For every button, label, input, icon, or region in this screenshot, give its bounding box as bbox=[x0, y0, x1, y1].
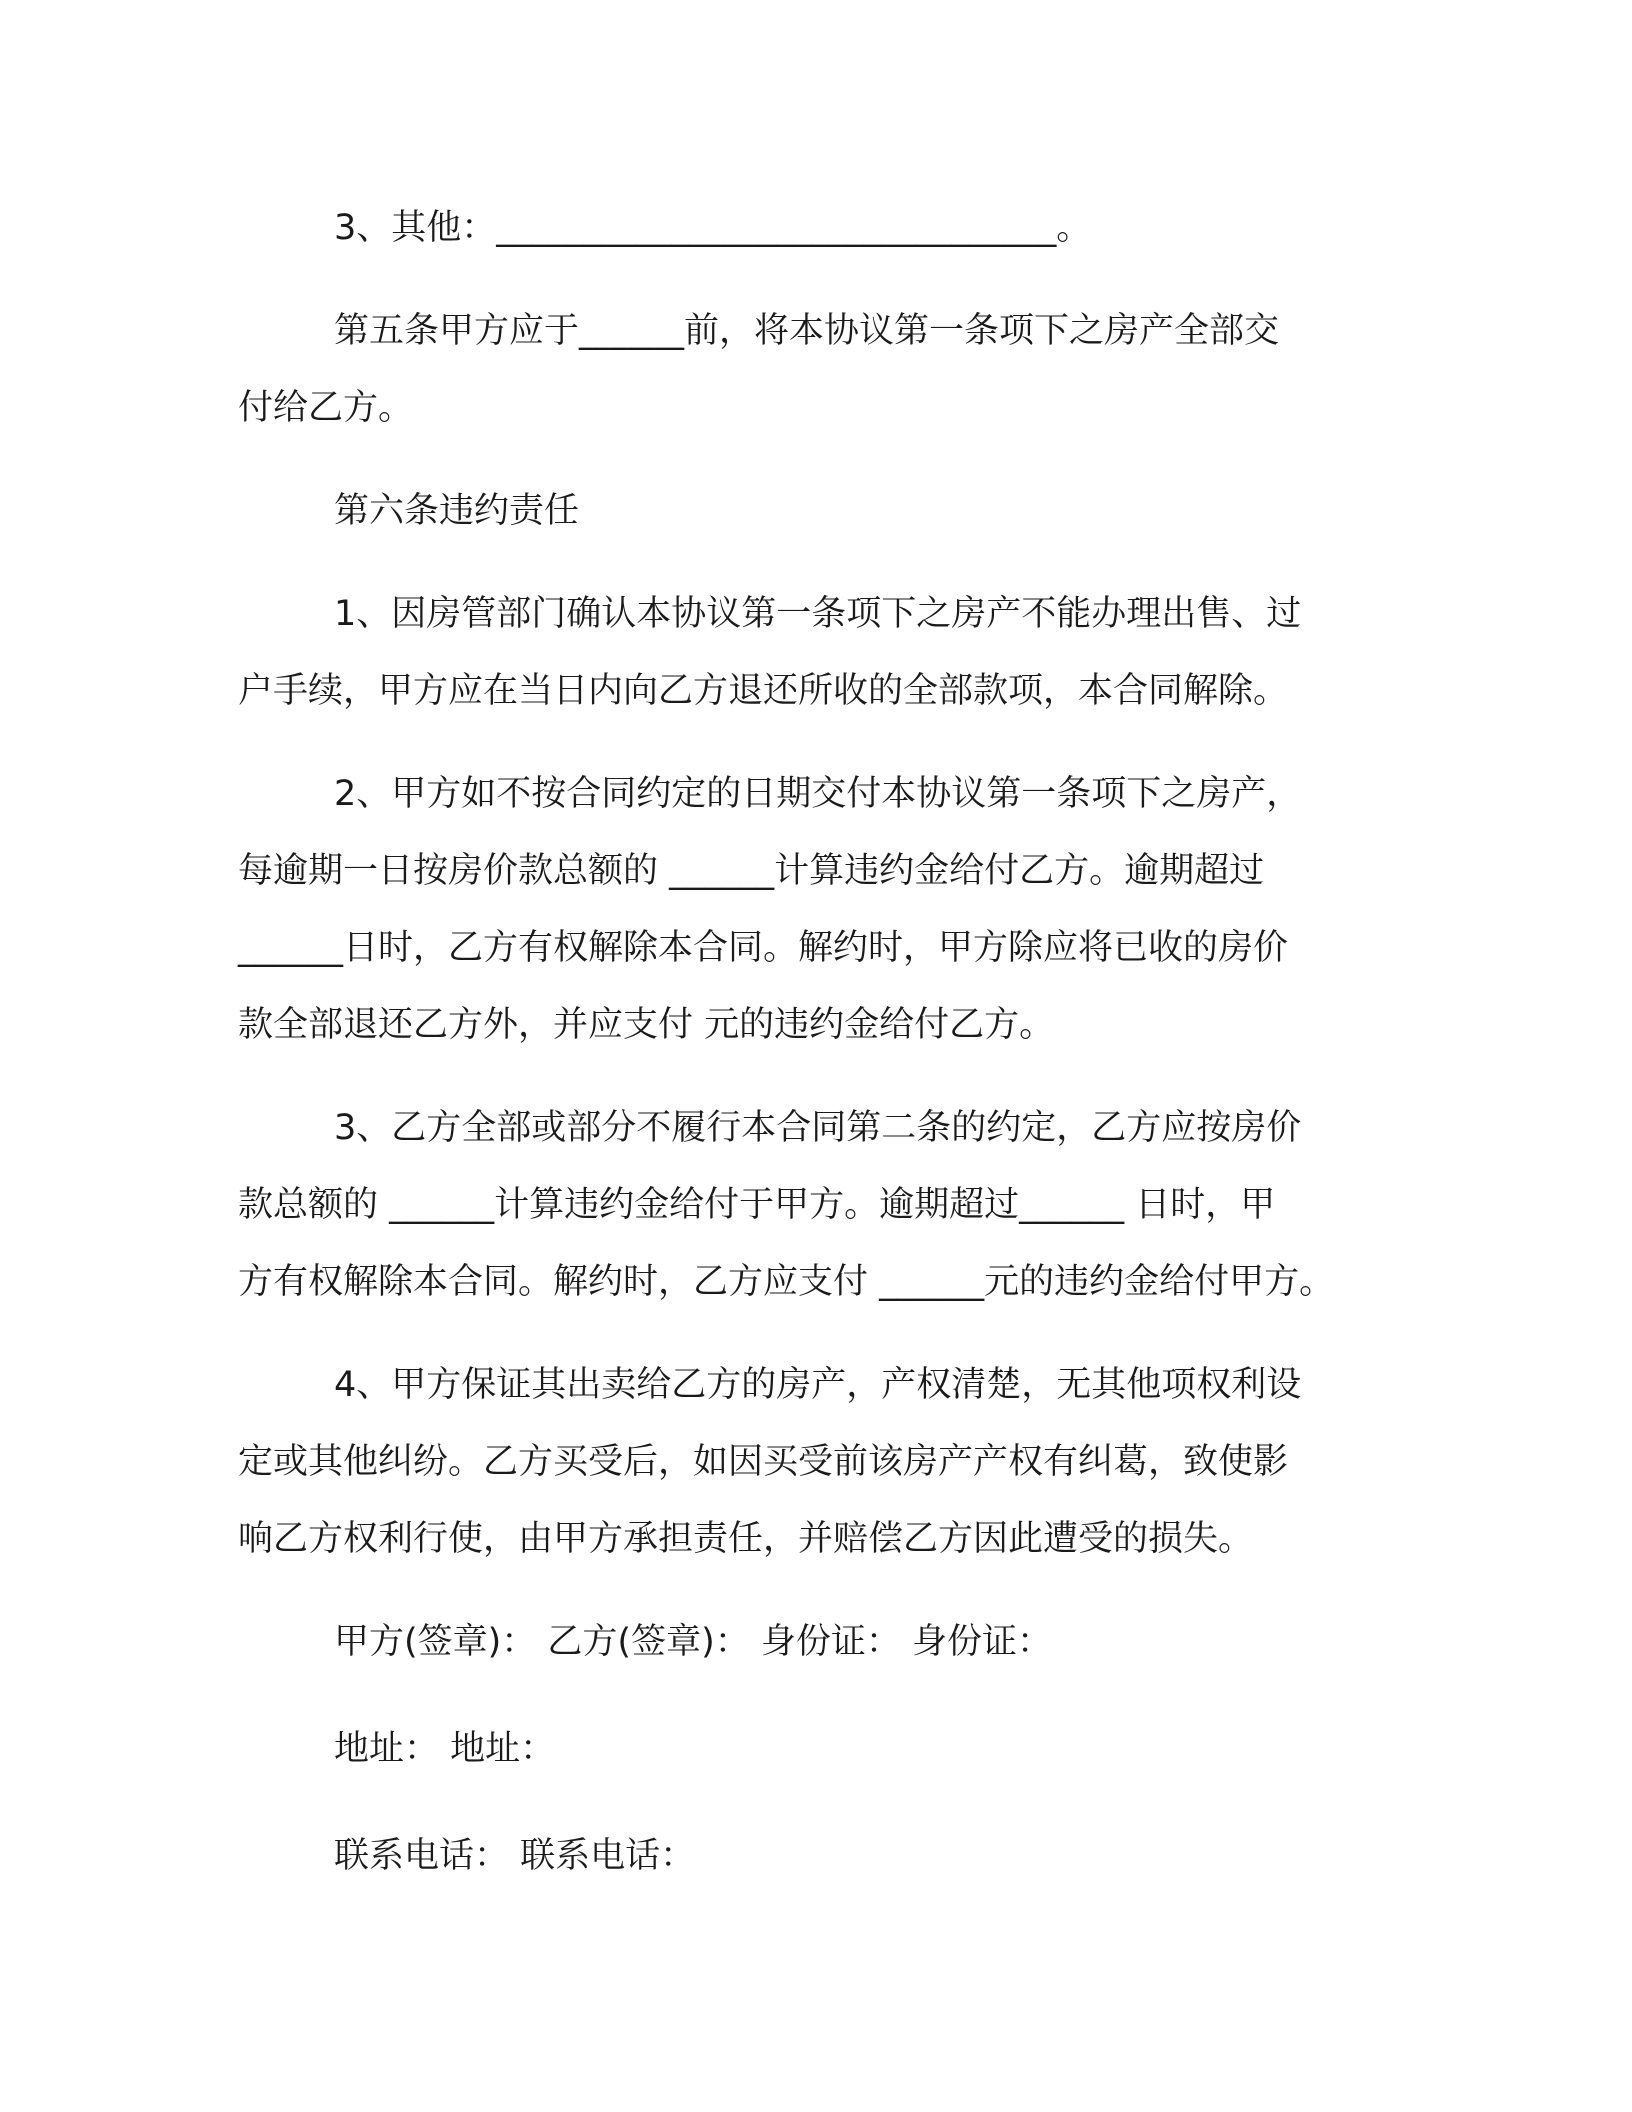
article-6-item-3-line-3: 方有权解除本合同。解约时，乙方应支付 ______元的违约金给付甲方。 bbox=[238, 1262, 1335, 1302]
article-6-item-3-line-2: 款总额的 ______计算违约金给付于甲方。逾期超过______ 日时，甲 bbox=[238, 1185, 1276, 1225]
article-6-item-2-line-3: ______日时，乙方有权解除本合同。解约时，甲方除应将已收的房价 bbox=[238, 928, 1289, 968]
article-6-item-2-line-1: 2、甲方如不按合同约定的日期交付本协议第一条项下之房产， bbox=[334, 774, 1302, 814]
signature-line: 甲方(签章)： 乙方(签章)： 身份证： 身份证： bbox=[334, 1622, 1052, 1662]
article-6-item-2-line-4: 款全部退还乙方外，并应支付 元的违约金给付乙方。 bbox=[238, 1005, 1055, 1045]
article-6-item-2-line-2: 每逾期一日按房价款总额的 ______计算违约金给付乙方。逾期超过 bbox=[238, 851, 1265, 891]
article-6-item-1-line-2: 户手续，甲方应在当日内向乙方退还所收的全部款项，本合同解除。 bbox=[238, 671, 1289, 711]
article-6-item-4-line-3: 响乙方权利行使，由甲方承担责任，并赔偿乙方因此遭受的损失。 bbox=[238, 1519, 1254, 1559]
document-page bbox=[238, 190, 1398, 1895]
address-line: 地址： 地址： bbox=[334, 1729, 556, 1769]
clause-4-item-3: 3、其他：________________________________。 bbox=[334, 208, 1092, 248]
article-6-heading: 第六条违约责任 bbox=[334, 491, 580, 531]
article-5-line-2: 付给乙方。 bbox=[238, 388, 414, 428]
article-6-item-4-line-1: 4、甲方保证其出卖给乙方的房产，产权清楚，无其他项权利设 bbox=[334, 1365, 1302, 1405]
article-6-item-3-line-1: 3、乙方全部或部分不履行本合同第二条的约定，乙方应按房价 bbox=[334, 1108, 1302, 1148]
article-5-line-1: 第五条甲方应于______前，将本协议第一条项下之房产全部交 bbox=[334, 311, 1280, 351]
phone-line: 联系电话： 联系电话： bbox=[334, 1836, 696, 1876]
article-6-item-1-line-1: 1、因房管部门确认本协议第一条项下之房产不能办理出售、过 bbox=[334, 594, 1302, 634]
article-6-item-4-line-2: 定或其他纠纷。乙方买受后，如因买受前该房产产权有纠葛，致使影 bbox=[238, 1442, 1289, 1482]
